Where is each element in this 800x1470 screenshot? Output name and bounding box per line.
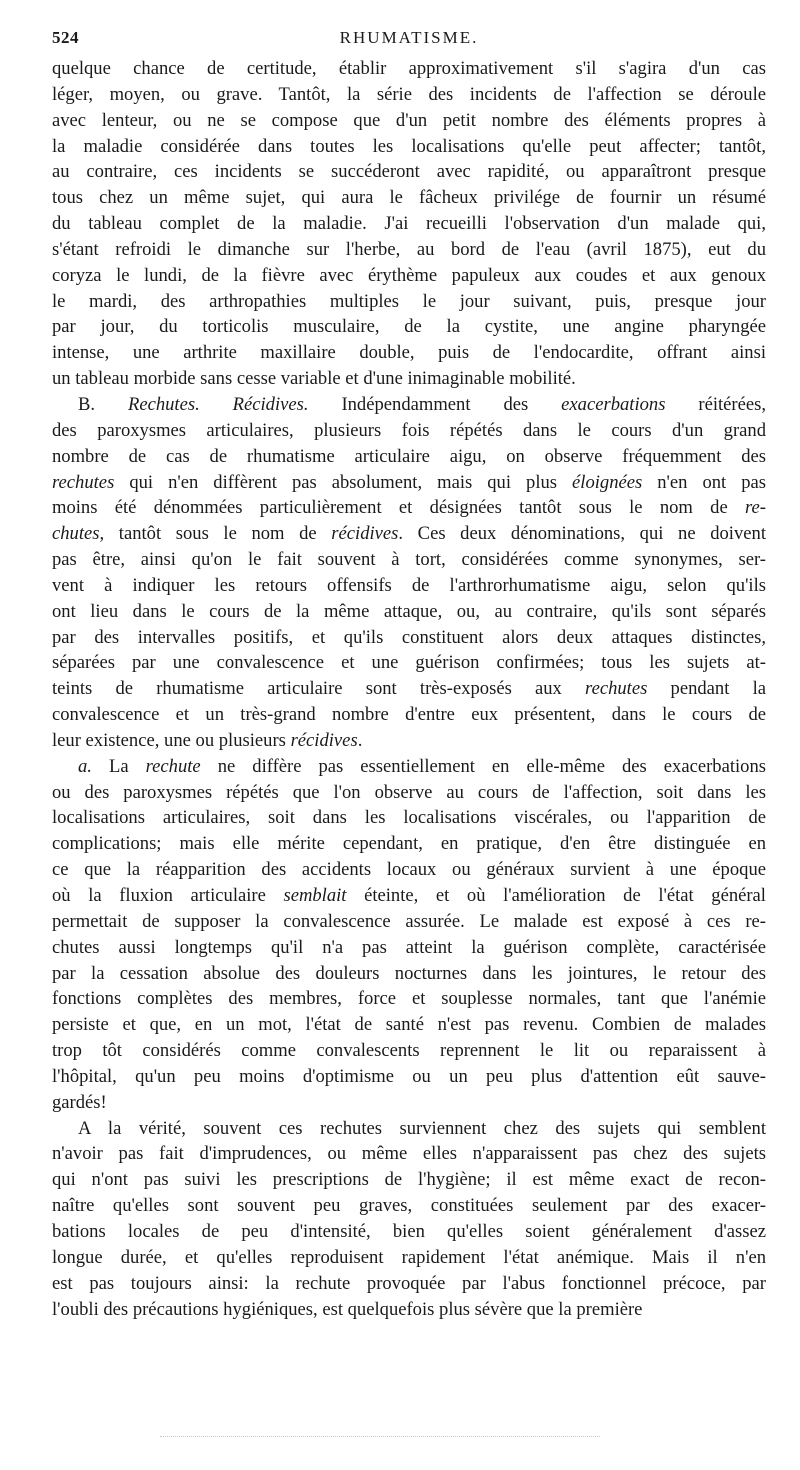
page-header <box>52 28 766 56</box>
paragraph-rechute-definition <box>52 754 766 1116</box>
page-number: 524 <box>52 28 79 47</box>
text-line: longue durée, et qu'elles reproduisent rapidement l'état anémique. Mais il n'en <box>52 1246 766 1268</box>
text-line: avec lenteur, ou ne se compose que d'un petit nombre des éléments propres à <box>52 109 766 131</box>
text-line: s'étant refroidi le dimanche sur l'herbe, au bord de l'eau (avril 1875), eut du <box>52 238 766 260</box>
italic-term: exacerbations <box>561 393 666 415</box>
text-line: par la cessation absolue des douleurs nocturnes dans les jointures, le retour des <box>52 962 766 984</box>
text-line: par jour, du torticolis musculaire, de la cystite, une angine pharyngée <box>52 316 766 338</box>
italic-term: récidives <box>290 729 358 751</box>
text-line: B. Rechutes. Récidives. Indépendamment des exacerbations réitérées, <box>78 393 766 415</box>
text-line: où la fluxion articulaire semblait éteinte, et où l'amélioration de l'état général <box>52 885 766 906</box>
italic-term: rechutes <box>52 471 115 493</box>
text-line: rechutes qui n'en diffèrent pas absolument, mais qui plus éloignées n'en ont pas <box>52 471 767 493</box>
text-line: convalescence et un très-grand nombre d'entre eux présentent, dans le cours de <box>52 704 766 726</box>
text-line: est pas toujours ainsi: la rechute provoquée par l'abus fonctionnel précoce, par <box>52 1272 766 1294</box>
text-line: localisations articulaires, soit dans les localisations viscérales, ou l'apparition de <box>52 807 766 829</box>
text-line: teints de rhumatisme articulaire sont très-exposés aux rechutes pendant la <box>52 678 766 700</box>
text-line: A la vérité, souvent ces rechutes surviennent chez des sujets qui semblent <box>78 1117 766 1139</box>
text-line: quelque chance de certitude, établir approximativement s'il s'agira d'un cas <box>52 58 766 79</box>
text-line: des paroxysmes articulaires, plusieurs fois répétés dans le cours d'un grand <box>52 419 766 441</box>
text-line: a. La rechute ne diffère pas essentiellement en elle-même des exacerbations <box>78 755 766 777</box>
italic-term: Rechutes. Récidives. <box>127 393 309 415</box>
text-line: qui n'ont pas suivi les prescriptions de l'hygiène; il est même exact de recon- <box>52 1169 766 1191</box>
text-line: complications; mais elle mérite cependant, en pratique, d'en être distinguée en <box>52 833 766 855</box>
text-line: intense, une arthrite maxillaire double, puis de l'endocardite, offrant ainsi <box>52 342 766 364</box>
text-line: vent à indiquer les retours offensifs de l'arthrorhumatisme aigu, selon qu'ils <box>52 574 766 596</box>
italic-term: semblait <box>283 885 347 906</box>
text-line: fonctions complètes des membres, force et souplesse normales, tant que l'anémie <box>52 988 766 1010</box>
text-line: par des intervalles positifs, et qu'ils constituent alors deux attaques distinctes, <box>52 626 766 648</box>
text-line: séparées par une convalescence et une guérison confirmées; tous les sujets at- <box>52 652 766 674</box>
text-line: leur existence, une ou plusieurs récidives. <box>52 729 363 751</box>
italic-term: rechute <box>145 755 201 777</box>
paragraph-rechutes-recidives <box>52 392 766 754</box>
text-line: naître qu'elles sont souvent peu graves, constituées seulement par des exacer- <box>52 1195 766 1217</box>
italic-term: rechutes <box>585 678 648 700</box>
text-line: trop tôt considérés comme convalescents reprennent le lit ou reparaissent à <box>52 1040 766 1062</box>
text-line: au contraire, ces incidents se succéderont avec rapidité, ou apparaîtront presque <box>52 161 766 183</box>
text-line: ou des paroxysmes répétés que l'on observe au cours de l'affection, soit dans les <box>52 781 766 803</box>
italic-term: récidives <box>331 523 399 545</box>
text-line: un tableau morbide sans cesse variable et d'une inimaginable mobilité. <box>52 368 576 390</box>
text-line: tous chez un même sujet, qui aura le fâcheux privilége de fournir un résumé <box>52 187 766 209</box>
italic-term: re- <box>745 497 766 519</box>
text-line: le mardi, des arthropathies multiples le jour suivant, puis, presque jour <box>52 290 766 312</box>
text-line: coryza le lundi, de la fièvre avec érythème papuleux aux coudes et aux genoux <box>52 264 766 286</box>
text-line: la maladie considérée dans toutes les localisations qu'elle peut affecter; tantôt, <box>52 135 766 157</box>
italic-term: chutes <box>52 523 100 545</box>
text-line: chutes aussi longtemps qu'il n'a pas atteint la guérison complète, caractérisée <box>52 936 766 958</box>
paragraph-rechute-severity <box>52 1116 766 1323</box>
text-line: bations locales de peu d'intensité, bien qu'elles soient généralement d'assez <box>52 1220 766 1242</box>
text-line: du tableau complet de la maladie. J'ai recueilli l'observation d'un malade qui, <box>52 213 766 235</box>
text-line: nombre de cas de rhumatisme articulaire aigu, on observe fréquemment des <box>52 445 766 467</box>
text-line: léger, moyen, ou grave. Tantôt, la série des incidents de l'affection se déroule <box>52 83 766 105</box>
running-title: RHUMATISME. <box>339 28 479 47</box>
italic-term: a. <box>78 755 92 777</box>
paragraph-rheumatism-course <box>52 56 766 392</box>
text-line: permettait de supposer la convalescence assurée. Le malade est exposé à ces re- <box>52 910 766 932</box>
text-line: moins été dénommées particulièrement et désignées tantôt sous le nom de re- <box>52 497 766 519</box>
page-bottom-specks <box>160 1436 600 1438</box>
text-line: l'hôpital, qu'un peu moins d'optimisme ou un peu plus d'attention eût sauve- <box>52 1065 766 1087</box>
italic-term: éloignées <box>572 471 643 493</box>
text-line: l'oubli des précautions hygiéniques, est quelquefois plus sévère que la première <box>52 1298 643 1320</box>
text-line: persiste et que, en un mot, l'état de santé n'est pas revenu. Combien de malades <box>52 1014 766 1036</box>
page-body <box>52 56 766 1322</box>
text-line: gardés! <box>52 1091 107 1113</box>
text-line: chutes, tantôt sous le nom de récidives. Ces deux dénominations, qui ne doivent <box>52 523 766 545</box>
text-line: ce que la réapparition des accidents locaux ou généraux survient à une époque <box>52 859 766 881</box>
text-line: n'avoir pas fait d'imprudences, ou même elles n'apparaissent pas chez des sujets <box>52 1143 766 1165</box>
book-page <box>52 28 766 1322</box>
text-line: ont lieu dans le cours de la même attaque, ou, au contraire, qu'ils sont séparés <box>52 600 766 622</box>
text-line: pas être, ainsi qu'on le fait souvent à tort, considérées comme synonymes, ser- <box>52 549 766 571</box>
